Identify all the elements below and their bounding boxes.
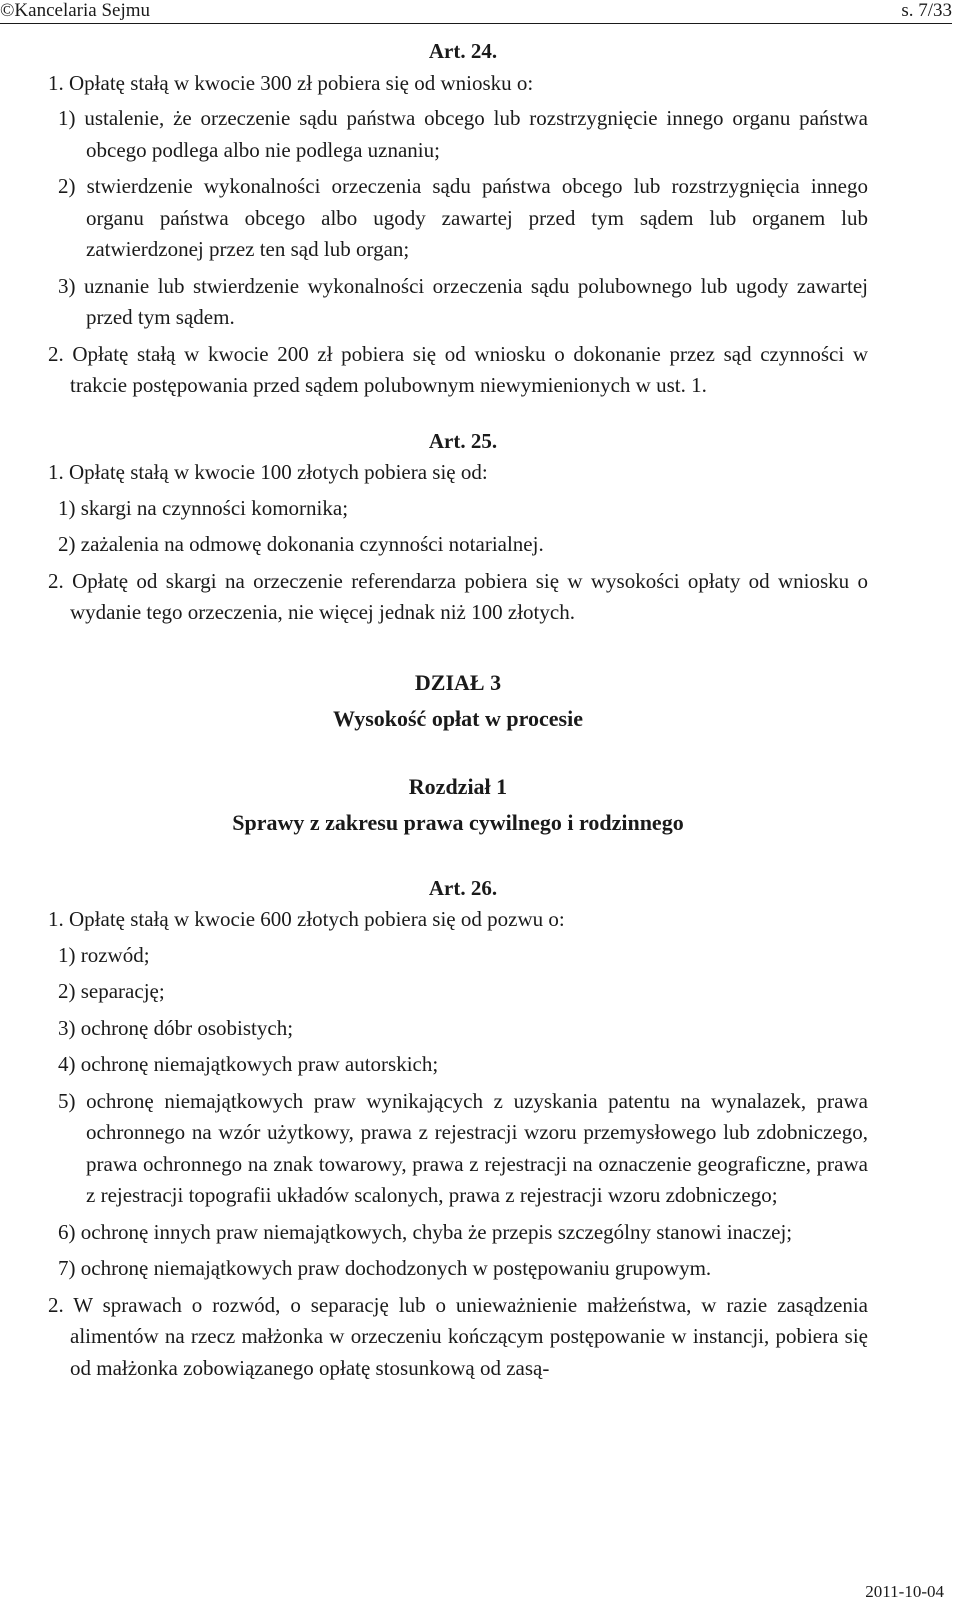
document-body <box>48 36 868 1388</box>
article-26-item-5: 5) ochronę niemajątkowych praw wynikających z uzyskania patentu na wynalazek, prawa ochronnego na wzór użytkowy, prawa z rejestracji wzoru przemysłowego lub zdobniczego, prawa ochronnego na znak towarowy, prawa z rejestracji na oznaczenie geograficzne, prawa z rejestracji topografii układów scalonych, prawa z rejestracji wzoru zdobniczego; <box>58 1088 868 1207</box>
article-26-item-3: 3) ochronę dóbr osobistych; <box>58 1015 294 1040</box>
article-26-paragraph-2: 2. W sprawach o rozwód, o separację lub o unieważnienie małżeństwa, w razie zasądzenia alimentów na rzecz małżonka w orzeczeniu kończącym postępowanie w instancji, pobiera się od małżonka zobowiązanego opłatę stosunkową od zasą- <box>48 1292 868 1380</box>
article-24-paragraph-1: 1. Opłatę stałą w kwocie 300 zł pobiera się od wniosku o: <box>48 70 534 95</box>
article-26-item-4: 4) ochronę niemajątkowych praw autorskich; <box>58 1052 439 1076</box>
article-26-item-6: 6) ochronę innych praw niemajątkowych, chyba że przepis szczególny stanowi inaczej; <box>58 1219 793 1244</box>
publisher-label: ©Kancelaria Sejmu <box>0 0 151 21</box>
header-rule <box>0 23 952 24</box>
article-24-title: Art. 24. <box>428 39 498 63</box>
article-25-paragraph-2: 2. Opłatę od skargi na orzeczenie referendarza pobiera się w wysokości opłaty od wniosku o wydanie tego orzeczenia, nie więcej jednak niż 100 złotych. <box>48 568 868 624</box>
chapter-label: Rozdział 1 <box>408 773 508 799</box>
article-25-item-1: 1) skargi na czynności komornika; <box>58 495 349 520</box>
article-25-paragraph-1: 1. Opłatę stałą w kwocie 100 złotych pobiera się od: <box>48 460 488 484</box>
footer-date: 2011-10-04 <box>865 1582 944 1601</box>
article-26-title: Art. 26. <box>428 875 498 900</box>
article-25-item-2: 2) zażalenia na odmowę dokonania czynności notarialnej. <box>58 532 544 556</box>
division-title: Wysokość opłat w procesie <box>333 705 583 731</box>
page-number: s. 7/33 <box>901 0 952 21</box>
article-24-item-1: 1) ustalenie, że orzeczenie sądu państwa obcego lub rozstrzygnięcie innego organu państwa obcego podlega albo nie podlega uznaniu; <box>58 106 868 162</box>
article-26-paragraph-1: 1. Opłatę stałą w kwocie 600 złotych pobiera się od pozwu o: <box>48 907 565 931</box>
article-24-item-2: 2) stwierdzenie wykonalności orzeczenia sądu państwa obcego lub rozstrzygnięcia innego organu państwa obcego albo ugody zawartej przed tym sądem lub organem lub zatwierdzonej przez ten sąd lub organ; <box>58 174 868 261</box>
division-label: DZIAŁ 3 <box>414 669 502 695</box>
article-24-paragraph-2: 2. Opłatę stałą w kwocie 200 zł pobiera się od wniosku o dokonanie przez sąd czynności w trakcie postępowania przed sądem polubownym niewymienionych w ust. 1. <box>48 341 868 397</box>
article-24-item-3: 3) uznanie lub stwierdzenie wykonalności orzeczenia sądu polubownego lub ugody zawartej przed tym sądem. <box>58 273 868 329</box>
chapter-title: Sprawy z zakresu prawa cywilnego i rodzinnego <box>232 809 684 835</box>
article-26-item-1: 1) rozwód; <box>58 942 150 967</box>
article-25-title: Art. 25. <box>428 428 498 453</box>
article-26-item-7: 7) ochronę niemajątkowych praw dochodzonych w postępowaniu grupowym. <box>58 1256 712 1280</box>
page-header <box>0 0 960 26</box>
article-26-item-2: 2) separację; <box>58 979 165 1003</box>
